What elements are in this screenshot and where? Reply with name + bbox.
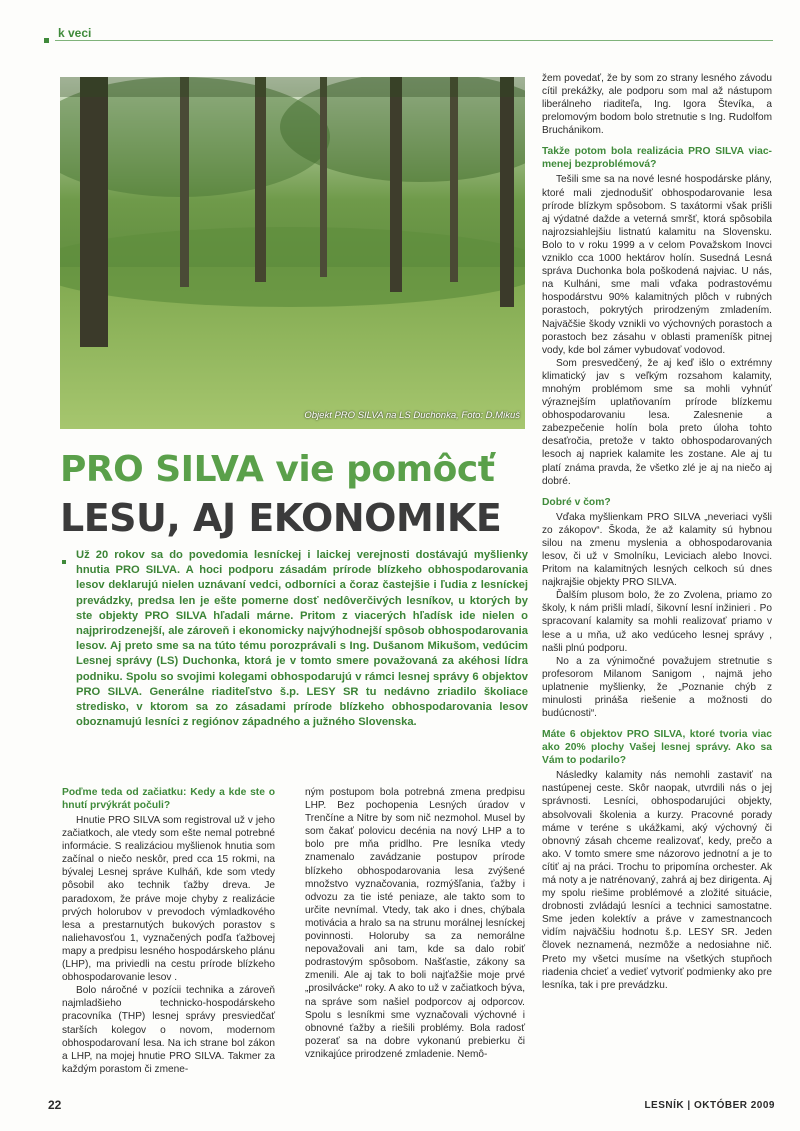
title-line-1: PRO SILVA vie pomôcť xyxy=(60,449,495,490)
forest-photo xyxy=(60,77,525,429)
column-1 xyxy=(62,786,275,1076)
photo-caption: Objekt PRO SILVA na LS Duchonka, Foto: D.Mikuš xyxy=(304,410,520,421)
lead-marker xyxy=(62,560,66,564)
title-line-2: LESU, AJ EKONOMIKE xyxy=(60,496,502,540)
question-1: Poďme teda od začiatku: Kedy a kde ste o hnutí prvýkrát počuli? xyxy=(62,787,275,811)
paragraph: Následky kalamity nás nemohli zastaviť na nastúpenej ceste. Skôr naopak, utvrdili nás o jej správnosti. Lesníci, obhospodarujúci objekty, absolvovali školenia a kurzy. Pracovné porady máme v teréne s ukážkami, aký výchovný či obnovný zásah chceme realizovať, kedy, prečo a ako. V tomto smere sme názorovo jednotní a je to cítiť aj na práci. Trochu to pripomína orchester. Ak má noty a je natrénovaný, zahrá aj bez dirigenta. Aj my spolu riešime problémové a zložité situácie, drobnosti zvládajú lesníci a technici samostatne. Sme jeden kolektív a práve v zamestnancoch vidím najväčšiu hodnotu š.p. LESY SR. Jeden človek neznamená, nezmôže a nedosiahne nič. Preto my všetci musíme na všetkých stupňoch riadenia chcieť a vedieť vytvoriť podmienky ako pre lesníka, tak i pre prevádzku. xyxy=(542,770,772,991)
article-title xyxy=(60,446,530,542)
lead-paragraph: Už 20 rokov sa do povedomia lesníckej i laickej verejnosti dostávajú myšlienky hnutia PRO SILVA. A hoci podporu zásadám prírode blízkeho obhospodarovania lesov deklarujú nielen uznávaní vedci, odborníci a čoraz častejšie i ľudia z lesníckej prevádzky, predsa len je ešte pomerne dosť nedôverčivých lesníkov, u ktorých by ste objekty PRO SILVA hľadali márne. Pritom z viacerých hľadísk ide nielen o najprirodzenejší, ale zároveň i ekonomicky najvýhodnejší spôsob obhospodarovania lesov. Aj preto sme sa na túto tému porozprávali s Ing. Dušanom Mikušom, vedúcim Lesnej správy (LS) Duchonka, ktorá je v tomto smere považovaná za akéhosi lídra podniku. Spolu so svojimi kolegami obhospodarujú v rámci lesnej správy 6 objektov PRO SILVA. Generálne riaditeľstvo š.p. LESY SR tu nedávno zriadilo školiace stredisko, v ktorom sa zo zásadami prírode blízkeho obhospodarovania lesov oboznamujú lesníci z regiónov západného a južného Slovenska. xyxy=(76,549,528,729)
paragraph: žem povedať, že by som zo strany lesného závodu cítil prekážky, ale podporu som mal až nástupom liberálneho riaditeľa, Ing. Igora Števíka, a prelomovým bodom bolo stretnutie s Ing. Rudolfom Bruchánikom. xyxy=(542,73,772,137)
column-2 xyxy=(305,786,525,1061)
column-3 xyxy=(542,72,772,992)
section-label: k veci xyxy=(58,26,92,40)
paragraph: Bolo náročné v pozícii technika a zároveň najmladšieho technicko-hospodárskeho pracovníka (THP) lesnej správy presviedčať starších kolegov o novom, modernom obhospodarovaní lesa. Na ich strane bol zákon a LHP, na mojej hnutie PRO SILVA. Takmer za každým porastom či zmene- xyxy=(62,985,275,1075)
question-3: Dobré v čom? xyxy=(542,496,611,508)
forest-illustration xyxy=(60,77,525,429)
header-rule xyxy=(55,40,773,41)
paragraph: Som presvedčený, že aj keď išlo o extrémny klimatický jav s veľkým rozsahom kalamity, mnohým problémom sme sa mohli vyhnúť výraznejším uplatňovaním prírode blízkemu obhospodarovaniu lesa. Zalesnenie a zabezpečenie holín bola preto úloha tohto desaťročia, pretože v takto obhospodarovaných lesoch aj napriek kalamite les zostane. Ale aj tu platí známa pravda, že všetko zlé je aj na niečo aj dobré. xyxy=(542,357,772,487)
magazine-footer: LESNÍK | OKTÓBER 2009 xyxy=(644,1100,775,1111)
section-marker xyxy=(44,38,49,43)
paragraph: Vďaka myšlienkam PRO SILVA „neveriaci vyšli zo zákopov“. Škoda, že až kalamity sú hybnou silou na zmenu myslenia a obhospodarovania lesov, či už v Smolníku, Leviciach alebo Inovci. Pritom na kalamitných lesných celkoch sú dnes najkrajšie objekty PRO SILVA. xyxy=(542,511,772,589)
paragraph: Hnutie PRO SILVA som registroval už v jeho začiatkoch, ale vtedy som ešte nemal potrebné informácie. S realizáciou myšlienok hnutia som začínal o niečo neskôr, pred cca 15 rokmi, na bývalej Lesnej správe Kulháň, kde som vtedy pôsobil ako technik ťažby dreva. Je paradoxom, že práve moje chyby z realizácie prvých holorubov v prevodoch výmladkového lesa a prestarnutých bukových porastov s naliehavosťou 1, vyznačených podľa ťažbovej mapy a predpisu lesného hospodárskeho plánu (LHP), ma priviedli na cestu prírode blízkeho obhospodarovanie lesov . xyxy=(62,815,275,984)
question-4: Máte 6 objektov PRO SILVA, ktoré tvoria viac ako 20% plochy Vašej lesnej správy. Ako sa Vám to podarilo? xyxy=(542,729,772,767)
paragraph: Ďalším plusom bolo, že zo Zvolena, priamo zo školy, k nám prišli mladí, šikovní lesní inžinieri . Po spracovaní kalamity sa mohli realizovať priamo v lese a u mňa, už ako vedúceho lesnej správy , našli plnú podporu. xyxy=(542,590,772,654)
page-number: 22 xyxy=(48,1098,62,1112)
question-2: Takže potom bola realizácia PRO SILVA viac-menej bezproblémová? xyxy=(542,146,772,171)
paragraph: Tešili sme sa na nové lesné hospodárske plány, ktoré mali zjednodušiť obhospodarovanie lesa prírode blízkym spôsobom. S taxátormi však prišli aj výdatné dažde a veterná smršť, ktorá spôsobila najrozsiahlejšiu listnatú kalamitu na Slovensku. Bolo to v roku 1999 a v celom Považskom Inovci vzniklo cca 1000 hektárov holín. Susedná Lesná správa Duchonka bola poškodená najviac. U nás, na Kulháni, sme mali vďaka podrastovému hospodárstvu 90% kalamitných plôch v rubných porastoch, pokrytých prirodzeným zmladením. Najväčšie škody vznikli vo výchovných porastoch a porastoch bez zásahu v oblasti prameníšk pitnej vody, kde bol zámer vybudovať vodovod. xyxy=(542,174,772,356)
paragraph: ným postupom bola potrebná zmena predpisu LHP. Bez pochopenia Lesných úradov v Trenčíne a Nitre by som nič nezmohol. Musel by som čakať polovicu decénia na nový LHP a to bolo pre mňa pridlho. Pre lesníka vtedy znamenalo zavádzanie postupov prírode blízkeho obhospodarovania lesa zvýšené množstvo vyznačovania, rozmýšľania, ťažby i odvozu za tie isté peniaze, ale takto som to určite nevnímal. Vtedy, tak ako i dnes, chýbala motivácia a hralo sa na strunu morálnej lesníckej povinnosti. Holoruby sa za nemorálne nepovažovali ani tam, kde sa dalo robiť podrastovým spôsobom. Našťastie, zákony sa zmenili. Ale aj tak to boli najťažšie moje prvé „prosilvácke“ roky. A ako to už v začiatkoch býva, na správe som našiel podporcov aj odporcov. Spolu s lesníkmi sme vyznačovali výchovné i obnovné ťažby a riešili problémy. Bola radosť pozerať sa na dobre vykonanú prebierku či vznikajúce prirodzené zmladenie. Nemô- xyxy=(305,787,525,1060)
paragraph: No a za výnimočné považujem stretnutie s profesorom Milanom Sanigom , najmä jeho uplatnenie myšlienky, že „Poznanie chýb z minulosti prináša riešenie a možnosti do budúcnosti“. xyxy=(542,655,772,720)
